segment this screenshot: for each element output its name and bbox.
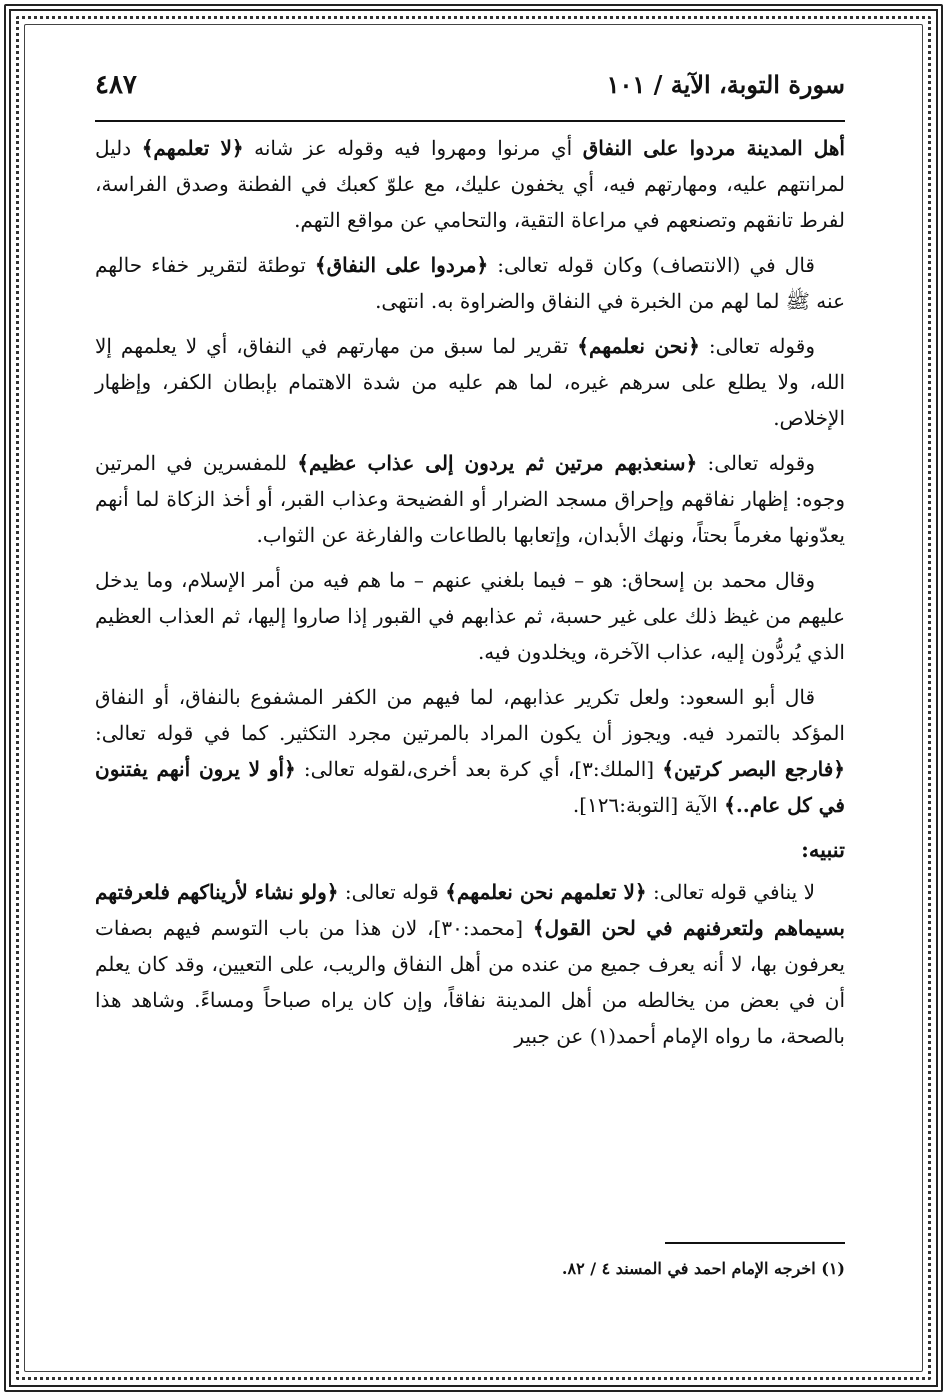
quran-quote: ﴿فارجع البصر كرتين﴾ (662, 757, 845, 781)
text-run: الآية [التوبة:١٢٦]. (572, 793, 725, 817)
paragraph (95, 247, 845, 319)
text-run: أي مرنوا ومهروا فيه وقوله عز شانه (243, 136, 583, 160)
paragraph (95, 562, 845, 670)
text-run: وقوله تعالى: (697, 451, 815, 475)
paragraph (95, 679, 845, 823)
page-body (95, 130, 845, 1063)
footnote: (١) اخرجه الإمام احمد في المسند ٤ / ٨٢. (561, 1259, 845, 1278)
text-run: توطئة لتقرير خفاء حالهم عنه ﷺ لما لهم من الخبرة في النفاق والضراوة به. انتهى. (95, 253, 845, 313)
book-page (95, 70, 845, 1300)
quran-quote: ﴿ولو نشاء لأريناكهم فلعرفتهم بسيماهم ولتعرفنهم في لحن القول﴾ (95, 880, 845, 940)
quran-quote: ﴿مردوا على النفاق﴾ (314, 253, 489, 277)
quran-quote: أهل المدينة مردوا على النفاق (582, 136, 845, 160)
text-run: [الملك:٣]، أي كرة بعد أخرى،لقوله تعالى: (295, 757, 663, 781)
text-run: تقرير لما سبق من مهارتهم في النفاق، أي لا يعلمهم إلا الله، ولا يطلع على سرهم غيره، لما هم عليه من شدة الاهتمام بإبطان الكفر، وإظهار الإخلاص. (95, 334, 845, 430)
text-run: وقوله تعالى: (699, 334, 815, 358)
quran-quote: ﴿سنعذبهم مرتين ثم يردون إلى عذاب عظيم﴾ (297, 451, 698, 475)
page-number: ٤٨٧ (95, 70, 137, 100)
header-rule (95, 120, 845, 122)
footnote-rule (665, 1242, 845, 1244)
paragraph (95, 130, 845, 238)
quran-quote: ﴿نحن نعلمهم﴾ (577, 334, 700, 358)
text-run: قوله تعالى: (338, 880, 446, 904)
text-run: قال في (الانتصاف) وكان قوله تعالى: (488, 253, 815, 277)
paragraphs (95, 130, 845, 823)
text-run: لا ينافي قوله تعالى: (646, 880, 816, 904)
quran-quote: ﴿لا تعلمهم﴾ (141, 136, 244, 160)
page-header (95, 70, 845, 118)
text-run: وقال محمد بن إسحاق: هو – فيما بلغني عنهم – ما هم فيه من أمر الإسلام، وما يدخل عليهم من غيظ ذلك على غير حسبة، ثم عذابهم في القبور إذا صاروا إليها، ثم العذاب العظيم الذي يُردُّون إليه، عذاب الآخرة، ويخلدون فيه. (95, 568, 845, 664)
text-run: [محمد:٣٠]، لان هذا من باب التوسم فيهم بصفات يعرفون بها، لا أنه يعرف جميع من عنده من أهل النفاق والريب، على التعيين، وقد كان يعلم أن في بعض من يخالطه من أهل المدينة نفاقاً، وإن كان يراه صباحاً ومساءً. وشاهد هذا بالصحة، ما رواه الإمام أحمد(١) عن جبير (95, 916, 845, 1048)
quran-quote: ﴿لا تعلمهم نحن نعلمهم﴾ (445, 880, 647, 904)
text-run: دليل لمرانتهم عليه، ومهارتهم فيه، أي يخفون عليك، مع علوّ كعبك في الفطنة وصدق الفراسة، لفرط تانقهم وتصنعهم في مراعاة التقية، والتحامي عن مواقع التهم. (95, 136, 845, 232)
running-title: سورة التوبة، الآية / ١٠١ (606, 70, 845, 99)
paragraph (95, 328, 845, 436)
notice-heading: تنبيه: (801, 837, 845, 862)
text-run: قال أبو السعود: ولعل تكرير عذابهم، لما فيهم من الكفر المشفوع بالنفاق، أو النفاق المؤكد بالتمرد فيه. ويجوز أن يكون المراد بالمرتين مجرد التكثير. كما في قوله تعالى: (95, 685, 845, 745)
paragraph (95, 445, 845, 553)
notice-paragraph (95, 874, 845, 1054)
text-run: للمفسرين في المرتين وجوه: إظهار نفاقهم وإحراق مسجد الضرار أو الفضيحة وعذاب القبر، أو أخذ الزكاة لما أنهم يعدّونها مغرماً بحتاً، ونهك الأبدان، وإتعابها بالطاعات والفارغة عن الثواب. (95, 451, 845, 547)
quran-quote: ﴿أو لا يرون أنهم يفتنون في كل عام..﴾ (95, 757, 845, 817)
